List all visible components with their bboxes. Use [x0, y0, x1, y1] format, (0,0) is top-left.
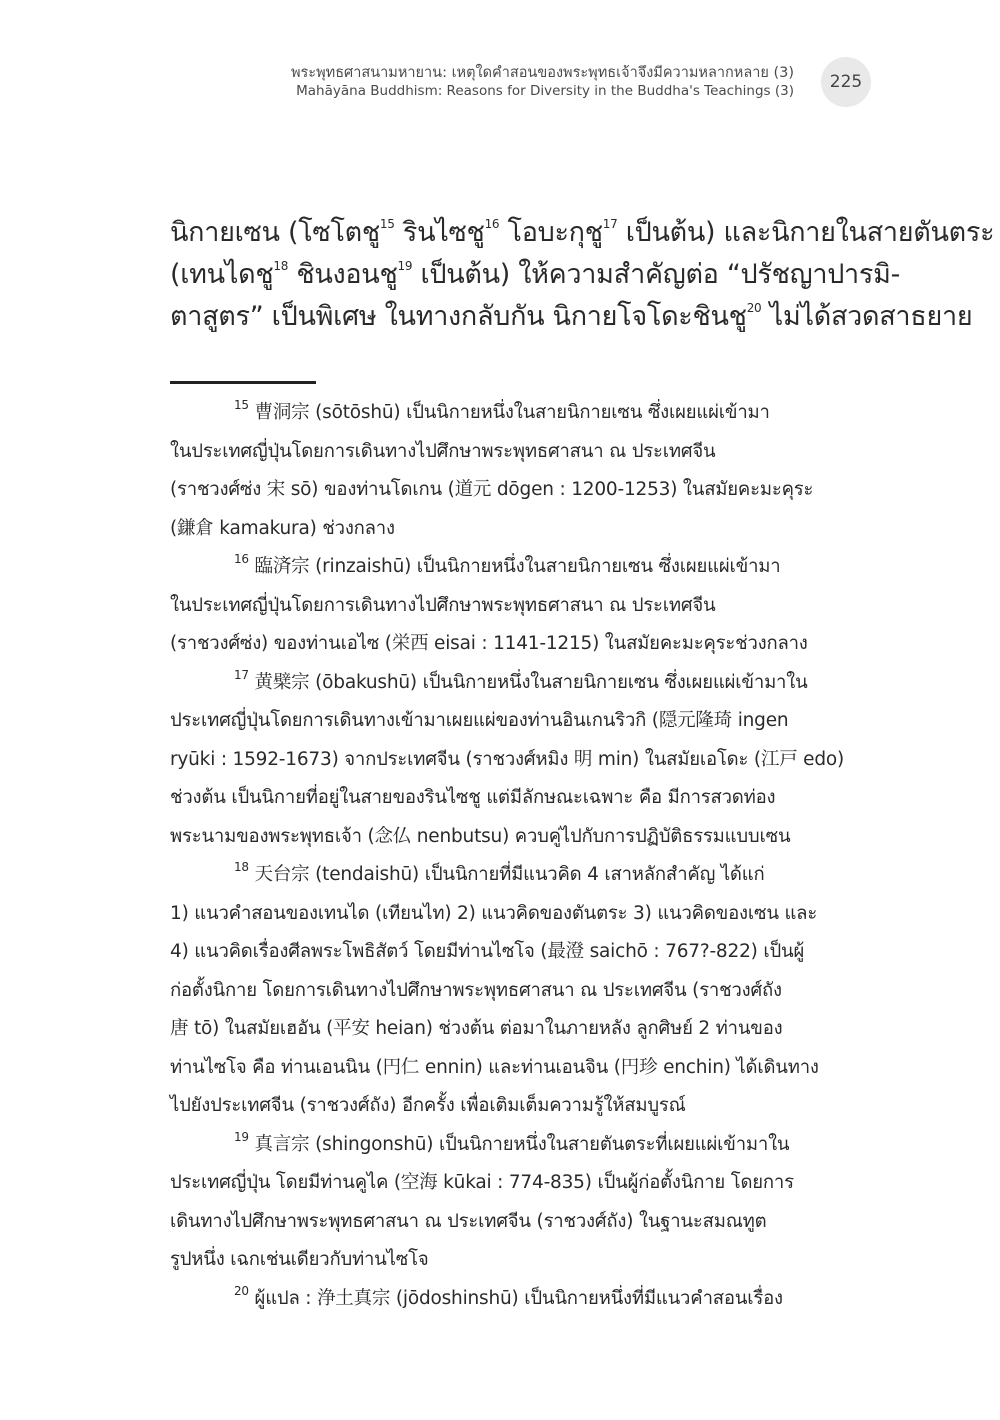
body-line: [170, 212, 995, 254]
footnote-line: [170, 664, 862, 703]
body-line: [170, 296, 973, 338]
footnote-text: รูปหนึ่ง เฉกเช่นเดียวกับท่านไซโจ: [170, 1249, 429, 1270]
footnote-text: ช่วงต้น เป็นนิกายที่อยู่ในสายของรินไซชู แต่มีลักษณะเฉพาะ คือ มีการสวดท่อง: [170, 787, 776, 808]
footnote-text: ในประเทศญี่ปุ่นโดยการเดินทางไปศึกษาพระพุทธศาสนา ณ ประเทศจีน: [170, 594, 716, 616]
footnote-16: [170, 548, 862, 664]
footnote-text: ประเทศญี่ปุ่น โดยมีท่านคูไค (空海 kūkai : 774-835) เป็นผู้ก่อตั้งนิกาย โดยการ: [170, 1172, 794, 1193]
body-text: รินไซชู: [394, 217, 485, 248]
footnote-line: [170, 741, 862, 780]
footnote-line: [170, 895, 862, 934]
footnote-line: [170, 1241, 862, 1280]
footnote-line: [170, 471, 862, 510]
footnote-ref: 16: [484, 217, 500, 231]
footnote-text: 4) แนวคิดเรื่องศีลพระโพธิสัตว์ โดยมีท่านไซโจ (最澄 saichō : 767?-822) เป็นผู้: [170, 941, 805, 962]
footnote-line: [170, 1203, 862, 1242]
footnote-ref: 20: [746, 301, 762, 315]
body-text: โอบะกุชู: [499, 217, 603, 248]
footnote-line: [170, 394, 862, 433]
footnote-number: 19: [234, 1129, 249, 1144]
footnote-line: [170, 587, 862, 626]
footnotes: [170, 394, 862, 1318]
footnote-line: [170, 1164, 862, 1203]
body-text: เป็นต้น) ให้ความสำคัญต่อ “ปรัชญาปารมิ-: [412, 259, 901, 290]
footnote-number: 15: [234, 398, 249, 412]
footnote-text: พระนามของพระพุทธเจ้า (念仏 nenbutsu) ควบคู่ไปกับการปฏิบัติธรรมแบบเซน: [170, 825, 791, 847]
footnote-line: [170, 548, 862, 587]
page-number: 225: [821, 57, 871, 107]
footnote-line: [170, 1087, 862, 1126]
footnote-line: [170, 702, 862, 741]
footnote-text: ไปยังประเทศจีน (ราชวงศ์ถัง) อีกครั้ง เพื่อเติมเต็มความรู้ให้สมบูรณ์: [170, 1095, 686, 1116]
footnote-ref: 19: [397, 259, 413, 273]
footnote-text: (鎌倉 kamakura) ช่วงกลาง: [170, 517, 395, 539]
footnote-line: [170, 1280, 862, 1319]
footnote-number: 20: [234, 1283, 249, 1298]
footnote-text: (ราชวงศ์ซ่ง 宋 sō) ของท่านโดเกน (道元 dōgen : 1200-1253) ในสมัยคะมะคุระ: [170, 479, 814, 500]
footnote-text: 臨済宗 (rinzaishū) เป็นนิกายหนึ่งในสายนิกายเซน ซึ่งเผยแผ่เข้ามา: [248, 556, 781, 577]
footnote-text: 天台宗 (tendaishū) เป็นนิกายที่มีแนวคิด 4 เสาหลักสำคัญ ได้แก่: [248, 864, 765, 885]
footnote-separator: [170, 381, 316, 384]
footnote-text: ประเทศญี่ปุ่นโดยการเดินทางเข้ามาเผยแผ่ของท่านอินเกนริวกิ (隠元隆琦 ingen: [170, 710, 789, 731]
footnote-line: [170, 1126, 862, 1165]
footnote-ref: 18: [273, 259, 289, 273]
footnote-text: ในประเทศญี่ปุ่นโดยการเดินทางไปศึกษาพระพุทธศาสนา ณ ประเทศจีน: [170, 440, 716, 462]
footnote-text: 1) แนวคำสอนของเทนได (เทียนไท) 2) แนวคิดของตันตระ 3) แนวคิดของเซน และ: [170, 902, 818, 924]
header-title-english: Mahāyāna Buddhism: Reasons for Diversity in the Buddha's Teachings (3): [296, 83, 794, 99]
footnote-text: ก่อตั้งนิกาย โดยการเดินทางไปศึกษาพระพุทธศาสนา ณ ประเทศจีน (ราชวงศ์ถัง: [170, 979, 782, 1001]
body-text: ตาสูตร” เป็นพิเศษ ในทางกลับกัน นิกายโจโดะชินชู: [170, 301, 747, 332]
footnote-line: [170, 856, 862, 895]
footnote-number: 16: [234, 552, 249, 566]
footnote-text: ryūki : 1592-1673) จากประเทศจีน (ราชวงศ์หมิง 明 min) ในสมัยเอโดะ (江戸 edo): [170, 748, 845, 770]
body-text: นิกายเซน (โซโตชู: [170, 217, 380, 248]
footnote-text: 真言宗 (shingonshū) เป็นนิกายหนึ่งในสายตันตระที่เผยแผ่เข้ามาใน: [248, 1133, 790, 1155]
footnote-ref: 15: [379, 217, 395, 231]
footnote-text: 唐 tō) ในสมัยเฮอัน (平安 heian) ช่วงต้น ต่อมาในภายหลัง ลูกศิษย์ 2 ท่านของ: [170, 1018, 783, 1039]
footnote-text: เดินทางไปศึกษาพระพุทธศาสนา ณ ประเทศจีน (ราชวงศ์ถัง) ในฐานะสมณทูต: [170, 1210, 767, 1232]
footnote-number: 18: [234, 860, 249, 874]
footnote-line: [170, 510, 862, 549]
body-text: (เทนไดชู: [170, 259, 274, 290]
body-text: ชินงอนชู: [288, 259, 398, 290]
body-text: เป็นต้น) และนิกายในสายตันตระ: [617, 217, 995, 248]
footnote-line: [170, 1049, 862, 1088]
footnote-line: [170, 1010, 862, 1049]
footnote-number: 17: [234, 667, 249, 682]
footnote-ref: 17: [602, 217, 618, 231]
footnote-line: [170, 433, 862, 472]
body-paragraph: [170, 212, 995, 338]
body-line: [170, 254, 901, 296]
footnote-text: 曹洞宗 (sōtōshū) เป็นนิกายหนึ่งในสายนิกายเซน ซึ่งเผยแผ่เข้ามา: [248, 402, 770, 423]
footnote-text: ผู้แปล : 浄土真宗 (jōdoshinshū) เป็นนิกายหนึ่งที่มีแนวคำสอนเรื่อง: [248, 1287, 783, 1309]
footnote-20: [170, 1280, 862, 1319]
footnote-17: [170, 664, 862, 857]
footnote-text: (ราชวงศ์ซ่ง) ของท่านเอไซ (栄西 eisai : 1141-1215) ในสมัยคะมะคุระช่วงกลาง: [170, 633, 808, 654]
footnote-text: ท่านไซโจ คือ ท่านเอนนิน (円仁 ennin) และท่านเอนจิน (円珍 enchin) ได้เดินทาง: [170, 1056, 819, 1078]
footnote-line: [170, 818, 862, 857]
footnote-line: [170, 972, 862, 1011]
footnote-line: [170, 625, 862, 664]
running-header: [291, 64, 794, 100]
footnote-text: 黄檗宗 (ōbakushū) เป็นนิกายหนึ่งในสายนิกายเซน ซึ่งเผยแผ่เข้ามาใน: [248, 671, 808, 693]
footnote-15: [170, 394, 862, 548]
footnote-18: [170, 856, 862, 1126]
footnote-line: [170, 779, 862, 818]
header-title-thai: พระพุทธศาสนามหายาน: เหตุใดคำสอนของพระพุทธเจ้าจึงมีความหลากหลาย (3): [290, 65, 794, 81]
footnote-19: [170, 1126, 862, 1280]
footnote-line: [170, 933, 862, 972]
body-text: ไม่ได้สวดสาธยาย: [761, 301, 973, 332]
